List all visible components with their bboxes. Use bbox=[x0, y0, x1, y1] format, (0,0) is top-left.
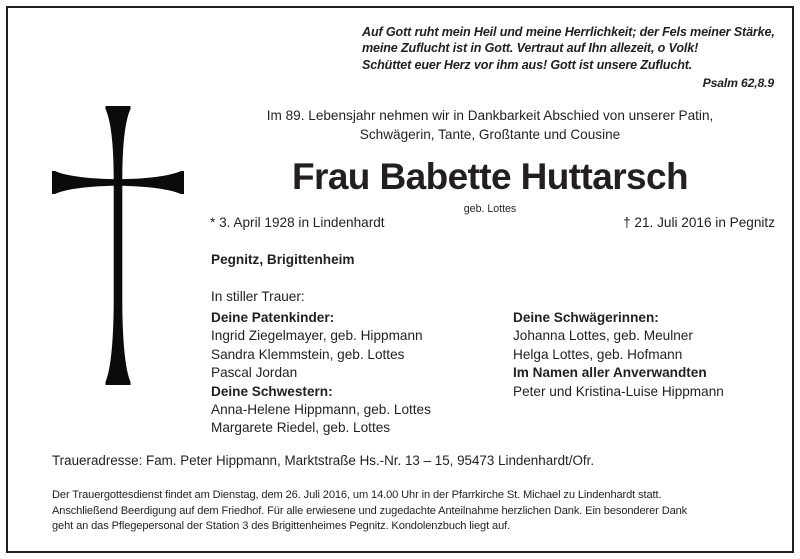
deceased-name: Frau Babette Huttarsch bbox=[292, 156, 688, 197]
mourner-name: Peter und Kristina-Luise Hippmann bbox=[513, 383, 724, 399]
intro-line-2: Schwägerin, Tante, Großtante und Cousine bbox=[359, 127, 621, 142]
funeral-details bbox=[52, 488, 752, 535]
latin-cross-icon bbox=[42, 100, 194, 400]
life-dates bbox=[210, 214, 775, 232]
birth-date: * 3. April 1928 in Lindenhardt bbox=[210, 215, 385, 230]
residence-place: Pegnitz, Brigittenheim bbox=[211, 252, 355, 267]
deceased-maiden-name: geb. Lottes bbox=[463, 203, 517, 215]
mourners-left-column bbox=[211, 309, 511, 438]
intro-text bbox=[200, 106, 780, 144]
mourners-right-column bbox=[513, 309, 771, 401]
verse-line-2: meine Zuflucht ist in Gott. Vertraut auf Ihn allezeit, o Volk! bbox=[362, 41, 699, 56]
bible-verse bbox=[362, 24, 782, 92]
mourner-name: Ingrid Ziegelmayer, geb. Hippmann bbox=[211, 328, 423, 344]
funeral-details-line-3: geht an das Pflegepersonal der Station 3 des Brigittenheimes Pegnitz. Kondolenzbuch liegt auf. bbox=[52, 520, 511, 533]
funeral-details-line-1: Der Trauergottesdienst findet am Dienstag, dem 26. Juli 2016, um 14.00 Uhr in der Pfarrkirche St. Michael zu Lindenhardt statt. bbox=[52, 489, 662, 501]
mourner-group-heading: Deine Schwestern: bbox=[211, 383, 333, 399]
mourner-name: Margarete Riedel, geb. Lottes bbox=[211, 420, 391, 436]
death-date: † 21. Juli 2016 in Pegnitz bbox=[623, 215, 775, 230]
funeral-details-line-2: Anschließend Beerdigung auf dem Friedhof. Für alle erwiesene und zugedachte Anteilnahme herzlichen Dank. Ein besonderer Dank bbox=[52, 504, 688, 517]
mourning-intro: In stiller Trauer: bbox=[211, 289, 305, 304]
mourner-group-heading: Deine Patenkinder: bbox=[211, 310, 335, 325]
verse-line-3: Schüttet euer Herz vor ihm aus! Gott ist unsere Zuflucht. bbox=[362, 57, 693, 72]
mourner-name: Sandra Klemmstein, geb. Lottes bbox=[211, 346, 405, 362]
mourner-name: Pascal Jordan bbox=[211, 365, 298, 381]
mourner-name: Anna-Helene Hippmann, geb. Lottes bbox=[211, 402, 431, 418]
mourner-name: Johanna Lottes, geb. Meulner bbox=[513, 328, 693, 344]
verse-line-1: Auf Gott ruht mein Heil und meine Herrlichkeit; der Fels meiner Stärke, bbox=[362, 25, 775, 39]
intro-line-1: Im 89. Lebensjahr nehmen wir in Dankbarkeit Abschied von unserer Patin, bbox=[266, 108, 714, 123]
verse-reference: Psalm 62,8.9 bbox=[702, 76, 774, 91]
mourning-address: Traueradresse: Fam. Peter Hippmann, Marktstraße Hs.-Nr. 13 – 15, 95473 Lindenhardt/Ofr. bbox=[52, 453, 595, 468]
mourner-group-heading: Im Namen aller Anverwandten bbox=[513, 365, 707, 381]
mourner-group-heading: Deine Schwägerinnen: bbox=[513, 310, 659, 325]
mourner-name: Helga Lottes, geb. Hofmann bbox=[513, 346, 683, 362]
